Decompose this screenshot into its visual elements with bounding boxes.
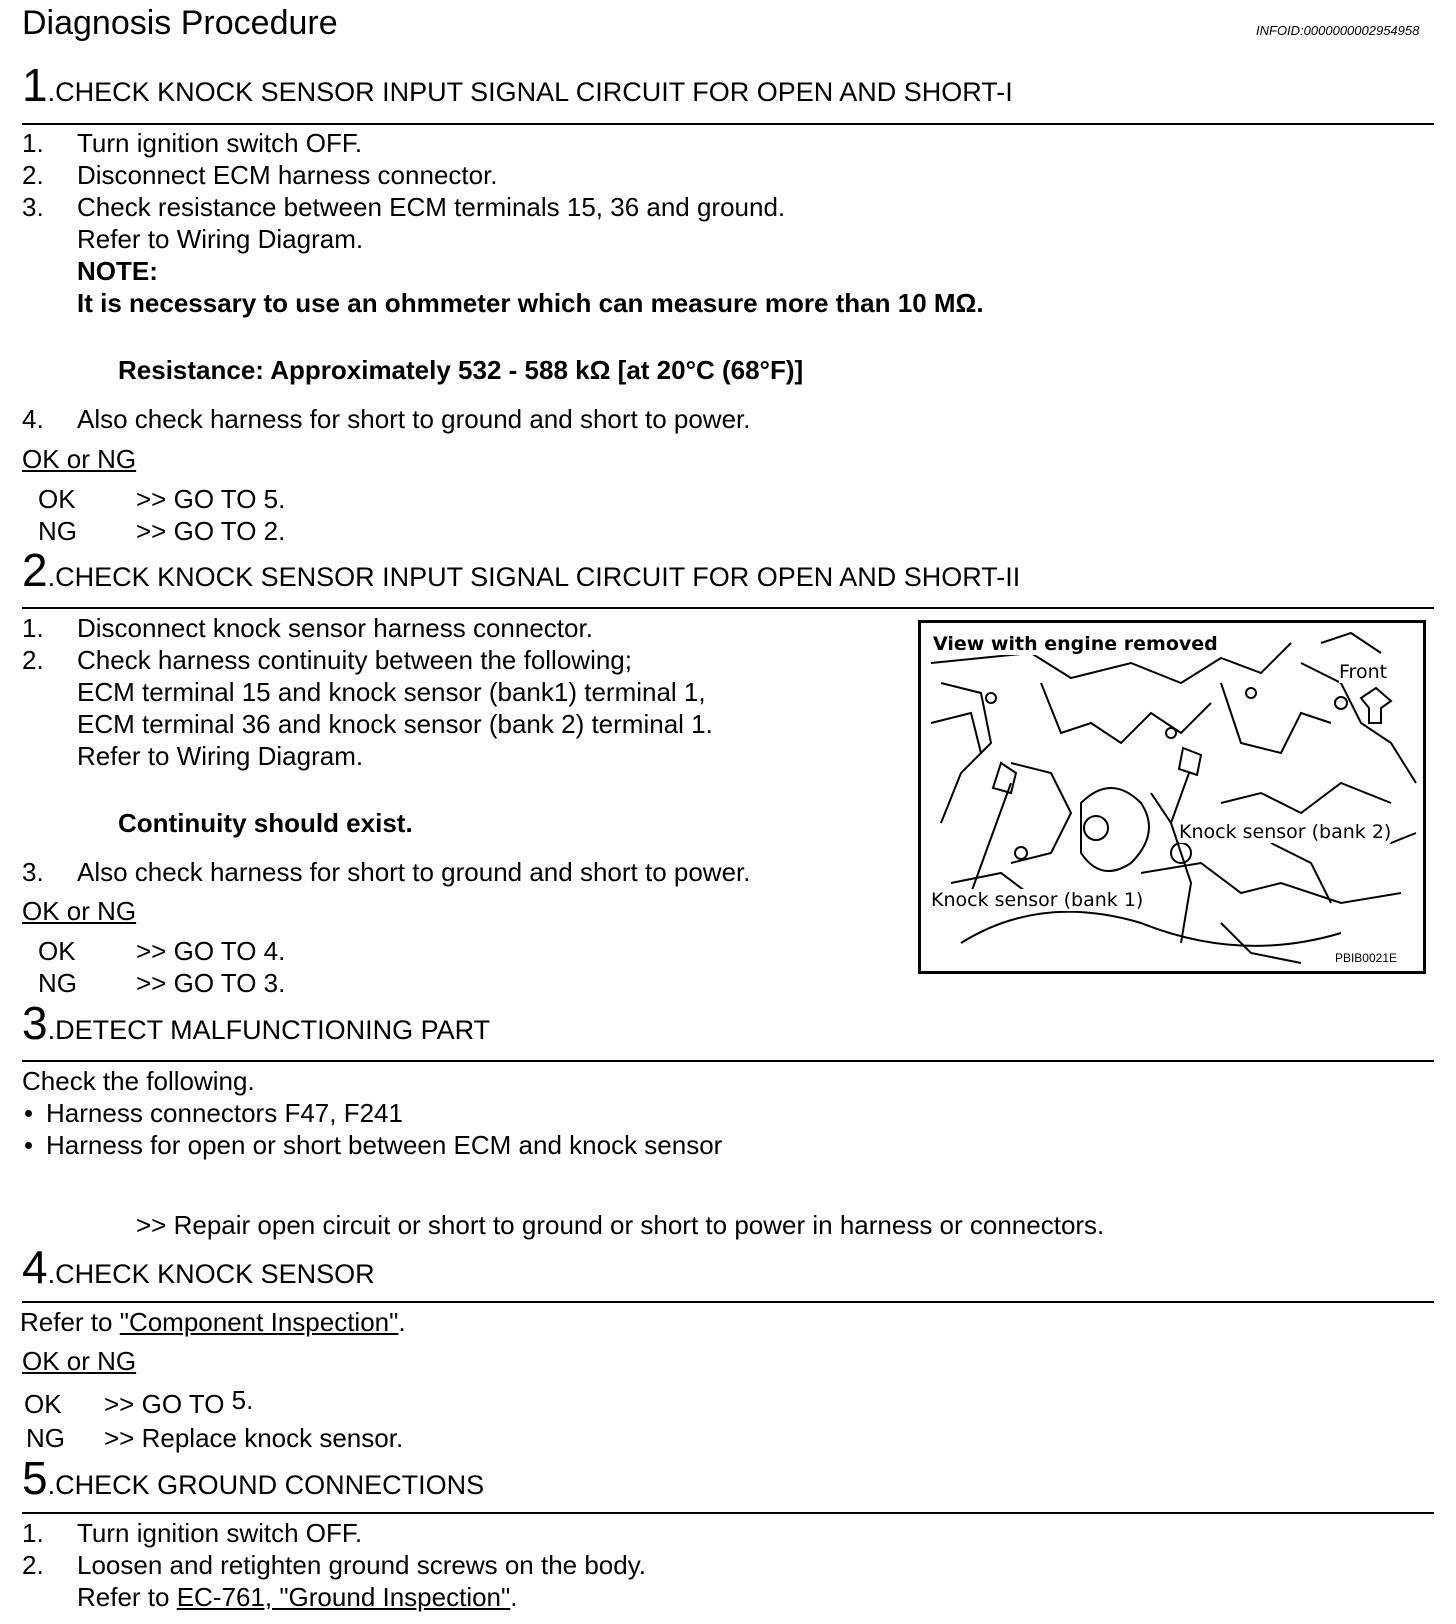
step-4-rule [22,1301,1434,1303]
step-1-ok-action: >> GO TO 5. [136,484,286,514]
figure-label-bank-2: Knock sensor (bank 2) [1179,821,1392,843]
step-2-refer: Refer to Wiring Diagram. [77,741,364,771]
step-2-ng-label: NG [38,968,77,998]
step-1-item-1: Turn ignition switch OFF. [77,128,363,158]
bullet-icon: • [24,1098,34,1128]
step-1-title: .CHECK KNOCK SENSOR INPUT SIGNAL CIRCUIT FOR OPEN AND SHORT-I [47,77,1013,107]
step-1-ok-label: OK [38,484,76,514]
step-5-item-2: Loosen and retighten ground screws on the body. [77,1550,647,1580]
step-4-ok-target: 5. [231,1385,254,1415]
step-2-ok-label: OK [38,936,76,966]
step-2-title: .CHECK KNOCK SENSOR INPUT SIGNAL CIRCUIT FOR OPEN AND SHORT-II [47,562,1021,592]
page-title: Diagnosis Procedure [22,4,338,42]
step-5-item-1-num: 1. [22,1518,44,1548]
step-3-title: .DETECT MALFUNCTIONING PART [47,1015,491,1045]
ground-inspection-link[interactable]: EC-761, "Ground Inspection" [176,1582,511,1612]
step-2-item-3: Also check harness for short to ground and short to power. [77,857,751,887]
step-3-number: 3 [22,997,48,1049]
bullet-icon: • [24,1130,34,1160]
step-4-ok-label: OK [24,1389,62,1419]
step-1-item-4-num: 4. [22,404,44,434]
step-1-heading [22,58,1013,112]
step-4-ok-action-text: >> GO TO [104,1389,232,1419]
component-inspection-link[interactable]: "Component Inspection" [119,1307,399,1337]
step-2-item-3-num: 3. [22,857,44,887]
step-4-number: 4 [22,1241,48,1293]
step-4-refer [20,1307,406,1338]
step-3-bullet-2: Harness for open or short between ECM and knock sensor [46,1130,723,1160]
step-4-heading [22,1240,375,1294]
step-1-note-label: NOTE: [77,256,158,286]
step-5-number: 5 [22,1452,48,1504]
step-2-heading [22,543,1020,597]
step-1-item-1-num: 1. [22,128,44,158]
step-4-title: .CHECK KNOCK SENSOR [47,1259,375,1289]
step-3-action: >> Repair open circuit or short to ground or short to power in harness or connectors. [136,1210,1105,1240]
step-2-item-1: Disconnect knock sensor harness connector. [77,613,593,643]
step-1-number: 1 [22,59,48,111]
step-1-ng-label: NG [38,516,77,546]
step-5-refer [77,1582,517,1613]
step-5-title: .CHECK GROUND CONNECTIONS [47,1470,485,1500]
step-4-refer-suffix: . [398,1307,406,1337]
step-3-bullet-1: Harness connectors F47, F241 [46,1098,403,1128]
step-1-ok-or-ng: OK or NG [22,444,137,474]
step-2-item-1-num: 1. [22,613,44,643]
step-2-ok-or-ng: OK or NG [22,896,137,926]
step-4-ok-or-ng: OK or NG [22,1346,137,1376]
step-2-number: 2 [22,544,48,596]
step-4-refer-prefix: Refer to [20,1307,120,1337]
step-5-refer-prefix: Refer to [77,1582,177,1612]
step-4-ok-action [104,1385,254,1420]
step-2-rule [22,607,1434,609]
step-2-item-2: Check harness continuity between the following; [77,645,632,675]
knock-sensor-location-figure [918,620,1426,974]
info-id: INFOID:0000000002954958 [1256,23,1420,38]
step-1-item-3-num: 3. [22,192,44,222]
figure-label-front: Front [1339,661,1388,683]
step-1-rule [22,123,1434,125]
step-1-ng-action: >> GO TO 2. [136,516,286,546]
step-1-spec: Resistance: Approximately 532 - 588 kΩ [at 20°C (68°F)] [118,355,804,385]
step-3-intro: Check the following. [22,1066,255,1096]
step-4-ng-action: >> Replace knock sensor. [104,1423,404,1453]
figure-code: PBIB0021E [1334,951,1397,965]
step-3-rule [22,1060,1434,1062]
figure-label-bank-1: Knock sensor (bank 1) [931,889,1144,911]
step-1-item-4: Also check harness for short to ground and short to power. [77,404,751,434]
step-5-refer-suffix: . [510,1582,518,1612]
step-1-note-text: It is necessary to use an ohmmeter which can measure more than 10 MΩ. [77,288,984,318]
step-1-item-2-num: 2. [22,160,44,190]
step-5-item-1: Turn ignition switch OFF. [77,1518,363,1548]
step-2-ng-action: >> GO TO 3. [136,968,286,998]
step-2-spec: Continuity should exist. [118,808,413,838]
step-2-ok-action: >> GO TO 4. [136,936,286,966]
step-2-item-2-num: 2. [22,645,44,675]
step-3-heading [22,996,490,1050]
step-2-line-a: ECM terminal 15 and knock sensor (bank1) terminal 1, [77,677,706,707]
step-5-item-2-num: 2. [22,1550,44,1580]
step-5-rule [22,1512,1434,1514]
step-1-refer: Refer to Wiring Diagram. [77,224,364,254]
step-1-item-3: Check resistance between ECM terminals 15, 36 and ground. [77,192,786,222]
step-2-line-b: ECM terminal 36 and knock sensor (bank 2) terminal 1. [77,709,713,739]
figure-label-view: View with engine removed [933,633,1218,655]
step-4-ng-label: NG [26,1423,65,1453]
step-5-heading [22,1451,484,1505]
step-1-item-2: Disconnect ECM harness connector. [77,160,498,190]
